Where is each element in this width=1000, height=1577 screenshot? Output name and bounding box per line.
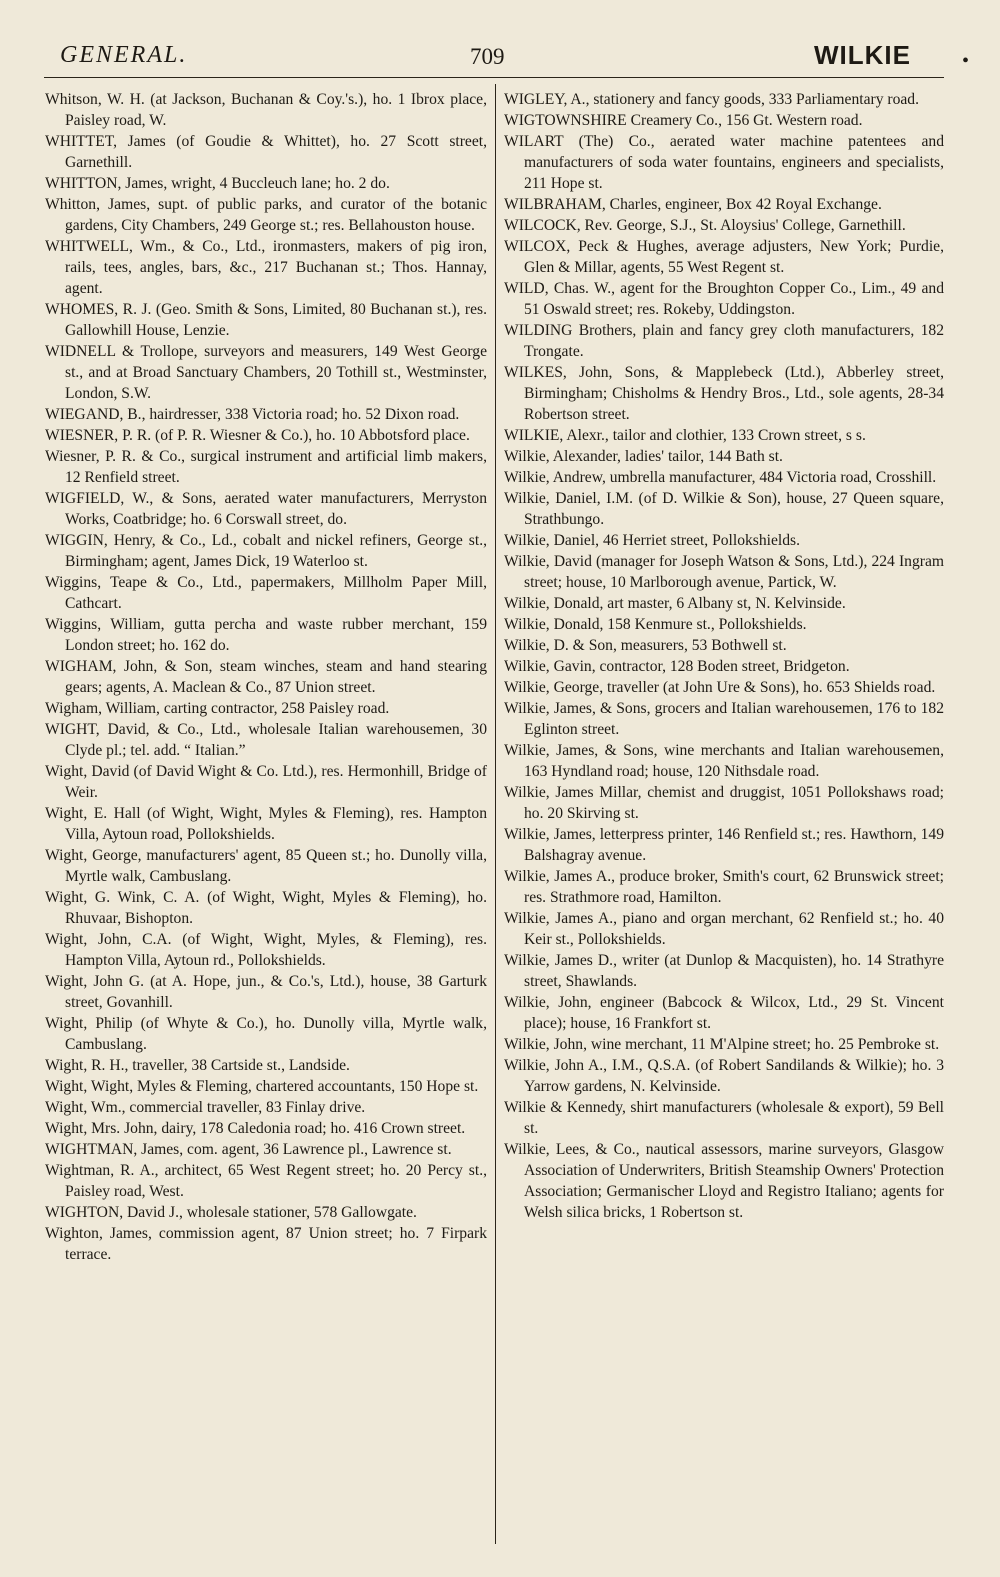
directory-entry: Wilkie, Lees, & Co., nautical assessors, marine surveyors, Glasgow Association of Underwriters, British Steamship Owners' Protection Association; Germanischer Lloyd and Registro Italiano; agents for Welsh silica bricks, 1 Robertson st. — [504, 1141, 944, 1221]
directory-entry: Wiesner, P. R. & Co., surgical instrument and artificial limb makers, 12 Renfield street. — [45, 448, 487, 486]
directory-entry: Wigham, William, carting contractor, 258 Paisley road. — [45, 700, 390, 717]
left-column — [45, 89, 487, 1539]
directory-entry: Wightman, R. A., architect, 65 West Regent street; ho. 20 Percy st., Paisley road, West. — [45, 1162, 487, 1200]
directory-entry: Wight, Wm., commercial traveller, 83 Finlay drive. — [45, 1099, 366, 1116]
directory-entry: WIGHT, David, & Co., Ltd., wholesale Italian warehousemen, 30 Clyde pl.; tel. add. “ Italian.” — [45, 721, 487, 759]
directory-entry: Wilkie, James A., produce broker, Smith's court, 62 Brunswick street; res. Strathmore road, Hamilton. — [504, 868, 944, 906]
directory-entry: Wilkie, D. & Son, measurers, 53 Bothwell st. — [504, 637, 787, 654]
directory-entry: WIESNER, P. R. (of P. R. Wiesner & Co.), ho. 10 Abbotsford place. — [45, 427, 470, 444]
directory-entry: Wilkie, David (manager for Joseph Watson & Sons, Ltd.), 224 Ingram street; house, 10 Marlborough avenue, Partick, W. — [504, 553, 944, 591]
directory-entry: Wilkie, Andrew, umbrella manufacturer, 484 Victoria road, Crosshill. — [504, 469, 937, 486]
directory-entry: Wight, Mrs. John, dairy, 178 Caledonia road; ho. 416 Crown street. — [45, 1120, 466, 1137]
directory-entry: Wilkie, Daniel, 46 Herriet street, Pollokshields. — [504, 532, 801, 549]
directory-entry: Wilkie, Daniel, I.M. (of D. Wilkie & Son), house, 27 Queen square, Strathbungo. — [504, 490, 944, 528]
directory-entry: WIEGAND, B., hairdresser, 338 Victoria road; ho. 52 Dixon road. — [45, 406, 460, 423]
directory-entry: WILKIE, Alexr., tailor and clothier, 133 Crown street, s s. — [504, 427, 866, 444]
directory-entry: Wilkie, Gavin, contractor, 128 Boden street, Bridgeton. — [504, 658, 850, 675]
directory-entry: WIGHTON, David J., wholesale stationer, 578 Gallowgate. — [45, 1204, 417, 1221]
directory-entry: WHITTET, James (of Goudie & Whittet), ho. 27 Scott street, Garnethill. — [45, 133, 487, 171]
directory-entry: Wilkie, James, letterpress printer, 146 Renfield st.; res. Hawthorn, 149 Balshagray avenue. — [504, 826, 944, 864]
directory-entry: Wilkie, George, traveller (at John Ure & Sons), ho. 653 Shields road. — [504, 679, 936, 696]
directory-entry: WIGFIELD, W., & Sons, aerated water manufacturers, Merryston Works, Coatbridge; ho. 6 Corswall street, do. — [45, 490, 487, 528]
directory-entry: Wilkie, John, engineer (Babcock & Wilcox, Ltd., 29 St. Vincent place); house, 16 Frankfort st. — [504, 994, 944, 1032]
directory-entry: Wiggins, Teape & Co., Ltd., papermakers, Millholm Paper Mill, Cathcart. — [45, 574, 487, 612]
header-rule — [44, 77, 944, 78]
directory-entry: WIGGIN, Henry, & Co., Ld., cobalt and nickel refiners, George st., Birmingham; agent, James Dick, 19 Waterloo st. — [45, 532, 487, 570]
directory-entry: Wiggins, William, gutta percha and waste rubber merchant, 159 London street; ho. 162 do. — [45, 616, 487, 654]
directory-entry: WHOMES, R. J. (Geo. Smith & Sons, Limited, 80 Buchanan st.), res. Gallowhill House, Lenzie. — [45, 301, 487, 339]
directory-entry: WILD, Chas. W., agent for the Broughton Copper Co., Lim., 49 and 51 Oswald street; res. Rokeby, Uddingston. — [504, 280, 944, 318]
directory-entry: WIGLEY, A., stationery and fancy goods, 333 Parliamentary road. — [504, 91, 920, 108]
directory-entry: Wilkie, James Millar, chemist and druggist, 1051 Pollokshaws road; ho. 20 Skirving st. — [504, 784, 944, 822]
directory-entry: Wilkie, James, & Sons, grocers and Italian warehousemen, 176 to 182 Eglinton street. — [504, 700, 944, 738]
directory-entry: WHITWELL, Wm., & Co., Ltd., ironmasters, makers of pig iron, rails, tees, angles, bars, &c., 217 Buchanan st.; Thos. Hannay, agent. — [45, 238, 487, 297]
column-divider — [495, 84, 496, 1544]
directory-entry: Wilkie, James A., piano and organ merchant, 62 Renfield st.; ho. 40 Keir st., Pollokshields. — [504, 910, 944, 948]
directory-entry: Wight, G. Wink, C. A. (of Wight, Wight, Myles & Fleming), ho. Rhuvaar, Bishopton. — [45, 889, 487, 927]
directory-entry: Wilkie, James, & Sons, wine merchants and Italian warehousemen, 163 Hyndland road; house, 120 Nithsdale road. — [504, 742, 944, 780]
directory-entry: WIDNELL & Trollope, surveyors and measurers, 149 West George st., and at Broad Sanctuary Chambers, 20 Tothill st., Westminster, London, S.W. — [45, 343, 487, 402]
directory-entry: WILDING Brothers, plain and fancy grey cloth manufacturers, 182 Trongate. — [504, 322, 944, 360]
directory-entry: WIGTOWNSHIRE Creamery Co., 156 Gt. Western road. — [504, 112, 863, 129]
directory-entry: WHITTON, James, wright, 4 Buccleuch lane; ho. 2 do. — [45, 175, 390, 192]
directory-entry: Whitson, W. H. (at Jackson, Buchanan & Coy.'s.), ho. 1 Ibrox place, Paisley road, W. — [45, 91, 487, 129]
section-title: GENERAL. — [60, 42, 188, 68]
directory-entry: Wilkie & Kennedy, shirt manufacturers (wholesale & export), 59 Bell st. — [504, 1099, 944, 1137]
directory-entry: Wight, Philip (of Whyte & Co.), ho. Dunolly villa, Myrtle walk, Cambuslang. — [45, 1015, 487, 1053]
directory-entry: WIGHTMAN, James, com. agent, 36 Lawrence pl., Lawrence st. — [45, 1141, 452, 1158]
directory-entry: Wight, David (of David Wight & Co. Ltd.), res. Hermonhill, Bridge of Weir. — [45, 763, 487, 801]
directory-entry: Wight, George, manufacturers' agent, 85 Queen st.; ho. Dunolly villa, Myrtle walk, Cambuslang. — [45, 847, 487, 885]
directory-entry: Wight, R. H., traveller, 38 Cartside st., Landside. — [45, 1057, 350, 1074]
directory-entry: WILKES, John, Sons, & Mapplebeck (Ltd.), Abberley street, Birmingham; Chisholms & Hendry Bros., Ltd., sole agents, 28-34 Robertson street. — [504, 364, 944, 423]
directory-entry: Wight, John, C.A. (of Wight, Wight, Myles, & Fleming), res. Hampton Villa, Aytoun rd., Pollokshields. — [45, 931, 487, 969]
directory-entry: Wilkie, Donald, art master, 6 Albany st, N. Kelvinside. — [504, 595, 846, 612]
directory-entry: Wilkie, Alexander, ladies' tailor, 144 Bath st. — [504, 448, 783, 465]
directory-entry: Wilkie, Donald, 158 Kenmure st., Pollokshields. — [504, 616, 807, 633]
directory-entry: Wighton, James, commission agent, 87 Union street; ho. 7 Firpark terrace. — [45, 1225, 487, 1263]
directory-entry: Wight, John G. (at A. Hope, jun., & Co.'s, Ltd.), house, 38 Garturk street, Govanhill. — [45, 973, 487, 1011]
directory-entry: Wight, Wight, Myles & Fleming, chartered accountants, 150 Hope st. — [45, 1078, 479, 1095]
directory-entry: Wilkie, John A., I.M., Q.S.A. (of Robert Sandilands & Wilkie); ho. 3 Yarrow gardens, N. Kelvinside. — [504, 1057, 944, 1095]
directory-entry: WILBRAHAM, Charles, engineer, Box 42 Royal Exchange. — [504, 196, 882, 213]
directory-entry: WILCOCK, Rev. George, S.J., St. Aloysius' College, Garnethill. — [504, 217, 906, 234]
directory-entry: Wilkie, James D., writer (at Dunlop & Macquisten), ho. 14 Strathyre street, Shawlands. — [504, 952, 944, 990]
directory-entry: Wight, E. Hall (of Wight, Wight, Myles & Fleming), res. Hampton Villa, Aytoun road, Pollokshields. — [45, 805, 487, 843]
running-head: WILKIE — [814, 40, 911, 70]
directory-entry: WILART (The) Co., aerated water machine patentees and manufacturers of soda water fountains, engineers and specialists, 211 Hope st. — [504, 133, 944, 192]
directory-entry: Wilkie, John, wine merchant, 11 M'Alpine street; ho. 25 Pembroke st. — [504, 1036, 940, 1053]
page-number: 709 — [470, 44, 505, 69]
page-header — [0, 0, 1000, 76]
directory-entry: WIGHAM, John, & Son, steam winches, steam and hand stearing gears; agents, A. Maclean & Co., 87 Union street. — [45, 658, 487, 696]
margin-mark: • — [962, 50, 970, 72]
directory-entry: Whitton, James, supt. of public parks, and curator of the botanic gardens, City Chambers, 249 George st.; res. Bellahouston house. — [45, 196, 487, 234]
directory-entry: WILCOX, Peck & Hughes, average adjusters, New York; Purdie, Glen & Millar, agents, 55 West Regent st. — [504, 238, 944, 276]
right-column — [504, 89, 944, 1539]
